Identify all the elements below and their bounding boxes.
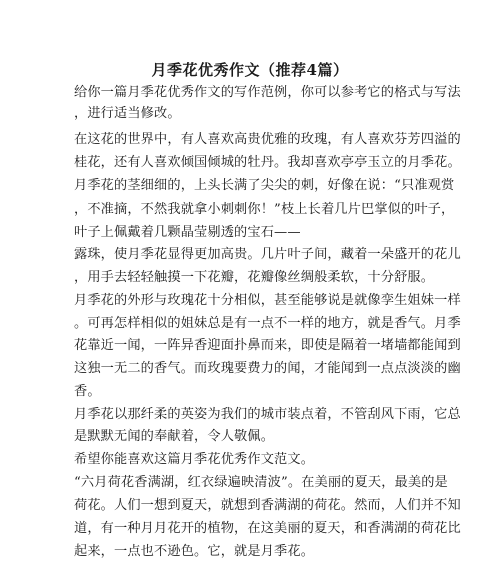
text-line: 露珠，使月季花显得更加高贵。几片叶子间，藏着一朵盛开的花儿 [74, 247, 461, 262]
text-line: 月季花的茎细细的，上头长满了尖尖的刺，好像在说：“只准观赏 [74, 178, 455, 193]
text-line: 叶子上佩戴着几颗晶莹剔透的宝石—— [74, 225, 301, 240]
text-line: 桂花，还有人喜欢倾国倾城的牡丹。我却喜欢亭亭玉立的月季花。 [74, 155, 461, 170]
text-line: 月季花的外形与玫瑰花十分相似，甚至能够说是就像孪生姐妹一样 [74, 293, 461, 308]
text-line: 道，有一种月月花开的植物，在这美丽的夏天，和香满湖的荷花比 [74, 521, 461, 536]
text-line: 荷花。人们一想到夏天，就想到香满湖的荷花。然而，人们并不知 [74, 498, 461, 513]
text-line: 月季花以那纤柔的英姿为我们的城市装点着，不管刮风下雨，它总 [74, 407, 461, 422]
text-line: ，不准摘，不然我就拿小刺刺你！”枝上长着几片巴掌似的叶子， [74, 202, 455, 217]
text-line: 起来，一点也不逊色。它，就是月季花。 [74, 544, 315, 559]
text-line: 这独一无二的香气。而玫瑰要费力的闻，才能闻到一点点淡淡的幽 [74, 361, 461, 376]
text-line: 。可再怎样相似的姐妹总是有一点不一样的地方，就是香气。月季 [74, 316, 461, 331]
text-line: 是默默无闻的奉献着，令人敬佩。 [74, 429, 275, 444]
text-line: 花靠近一闻，一阵异香迎面扑鼻而来，即使是隔着一堵墙都能闻到 [74, 338, 461, 353]
text-line: 香。 [74, 384, 101, 399]
text-line: “六月荷花香满湖，红衣绿遍映清波”。在美丽的夏天，最美的是 [74, 475, 448, 490]
text-line: 给你一篇月季花优秀作文的写作范例，你可以参考它的格式与写法 [74, 85, 461, 100]
text-line: 在这花的世界中，有人喜欢高贵优雅的玫瑰，有人喜欢芬芳四溢的 [74, 132, 461, 147]
document-title: 月季花优秀作文（推荐4篇） [151, 61, 349, 79]
text-line: 希望你能喜欢这篇月季花优秀作文范文。 [74, 452, 315, 467]
text-line: ，进行适当修改。 [74, 106, 181, 121]
text-line: ，用手去轻轻触摸一下花瓣，花瓣像丝绸般柔软，十分舒服。 [74, 270, 435, 285]
